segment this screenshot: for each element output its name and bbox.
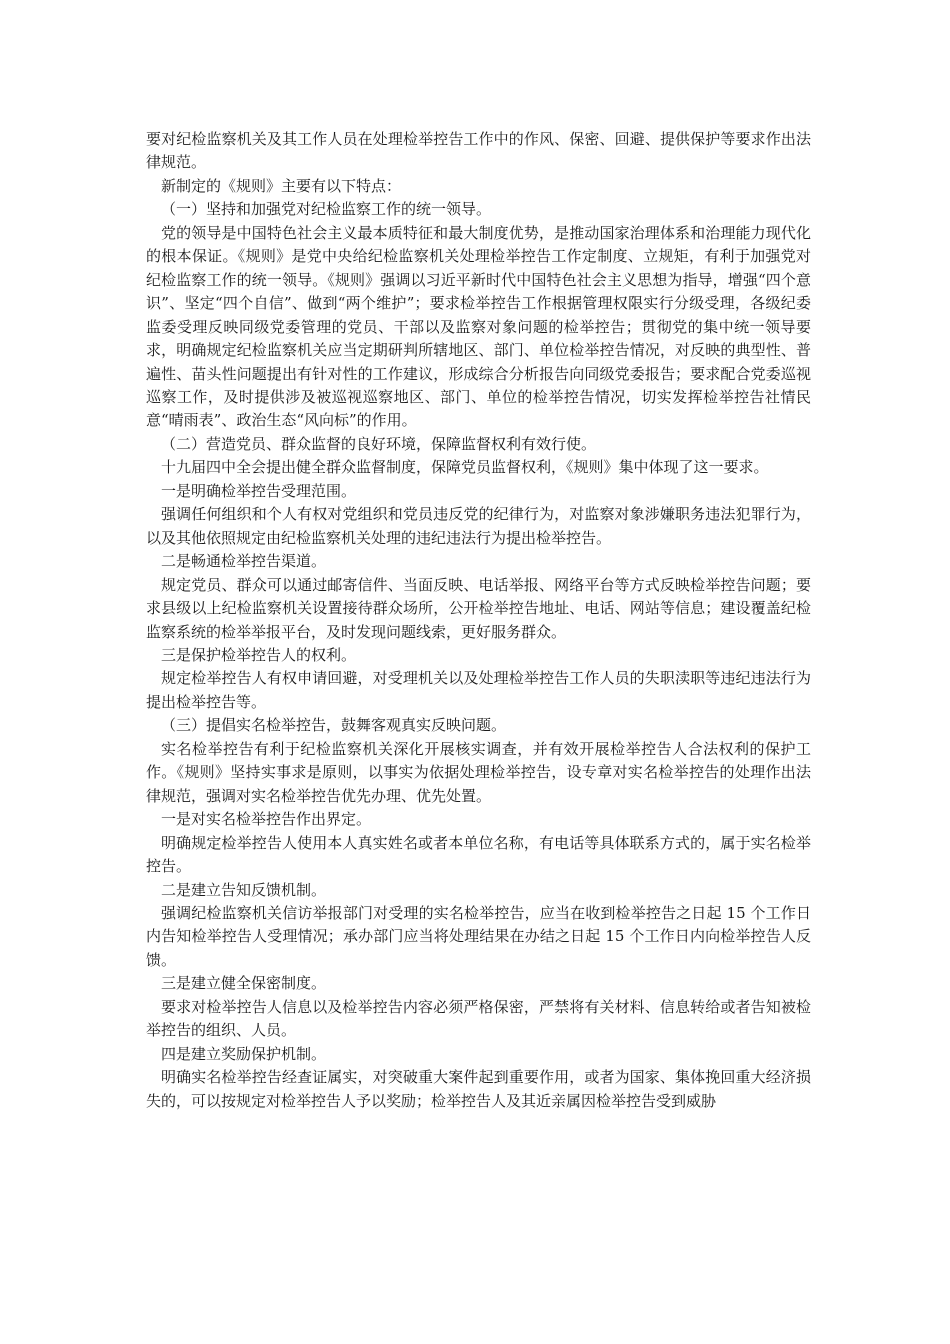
section-heading-1: （一）坚持和加强党对纪检监察工作的统一领导。 bbox=[161, 200, 492, 219]
subheading: 三是建立健全保密制度。 bbox=[161, 974, 327, 993]
paragraph: 明确实名检举控告经查证属实，对突破重大案件起到重要作用，或者为国家、集体挽回重大经济损失的，可以按规定对检举控告人予以奖励；检举控告人及其近亲属因检举控告受到威胁 bbox=[146, 1068, 811, 1110]
subheading: 一是明确检举控告受理范围。 bbox=[161, 481, 357, 500]
paragraph-intro-features: 新制定的《规则》主要有以下特点： bbox=[161, 176, 402, 195]
paragraph: 实名检举控告有利于纪检监察机关深化开展核实调查，并有效开展检举控告人合法权利的保护工作。《规则》坚持实事求是原则，以事实为依据处理检举控告，设专章对实名检举控告的处理作出法律规范，强调对实名检举控告优先办理、优先处置。 bbox=[146, 739, 811, 805]
paragraph: 规定党员、群众可以通过邮寄信件、当面反映、电话举报、网络平台等方式反映检举控告问题；要求县级以上纪检监察机关设置接待群众场所，公开检举控告地址、电话、网站等信息；建设覆盖纪检监察系统的检举举报平台，及时发现问题线索，更好服务群众。 bbox=[146, 575, 811, 641]
paragraph-continuation: 要对纪检监察机关及其工作人员在处理检举控告工作中的作风、保密、回避、提供保护等要求作出法律规范。 bbox=[146, 130, 811, 172]
paragraph: 强调任何组织和个人有权对党组织和党员违反党的纪律行为，对监察对象涉嫌职务违法犯罪行为，以及其他依照规定由纪检监察机关处理的违纪违法行为提出检举控告。 bbox=[146, 505, 811, 547]
subheading: 二是畅通检举控告渠道。 bbox=[161, 552, 327, 571]
subheading: 一是对实名检举控告作出界定。 bbox=[161, 810, 372, 829]
section-heading-3: （三）提倡实名检举控告，鼓舞客观真实反映问题。 bbox=[161, 716, 507, 735]
subheading: 三是保护检举控告人的权利。 bbox=[161, 645, 357, 664]
subheading: 二是建立告知反馈机制。 bbox=[161, 880, 327, 899]
paragraph: 强调纪检监察机关信访举报部门对受理的实名检举控告，应当在收到检举控告之日起 15 个工作日内告知检举控告人受理情况；承办部门应当将处理结果在办结之日起 15 个工作日内向检举控告人反馈。 bbox=[146, 903, 811, 969]
paragraph: 明确规定检举控告人使用本人真实姓名或者本单位名称，有电话等具体联系方式的，属于实名检举控告。 bbox=[146, 833, 811, 876]
document-body bbox=[146, 128, 811, 1113]
subheading: 四是建立奖励保护机制。 bbox=[161, 1044, 327, 1063]
paragraph: 党的领导是中国特色社会主义最本质特征和最大制度优势，是推动国家治理体系和治理能力现代化的根本保证。《规则》是党中央给纪检监察机关处理检举控告工作定制度、立规矩，有利于加强党对纪检监察工作的统一领导。《规则》强调以习近平新时代中国特色社会主义思想为指导，增强“四个意识”、坚定“四个自信”、做到“两个维护”；要求检举控告工作根据管理权限实行分级受理，各级纪委监委受理反映同级党委管理的党员、干部以及监察对象问题的检举控告；贯彻党的集中统一领导要求，明确规定纪检监察机关应当定期研判所辖地区、部门、单位检举控告情况，对反映的典型性、普遍性、苗头性问题提出有针对性的工作建议，形成综合分析报告向同级党委报告；要求配合党委巡视巡察工作，及时提供涉及被巡视巡察地区、部门、单位的检举控告情况，切实发挥检举控告社情民意“晴雨表”、政治生态“风向标”的作用。 bbox=[146, 223, 811, 430]
paragraph: 规定检举控告人有权申请回避，对受理机关以及处理检举控告工作人员的失职渎职等违纪违法行为提出检举控告等。 bbox=[146, 669, 811, 711]
section-heading-2: （二）营造党员、群众监督的良好环境，保障监督权利有效行使。 bbox=[161, 434, 597, 453]
paragraph: 十九届四中全会提出健全群众监督制度，保障党员监督权利，《规则》集中体现了这一要求。 bbox=[161, 458, 769, 477]
paragraph: 要求对检举控告人信息以及检举控告内容必须严格保密，严禁将有关材料、信息转给或者告知被检举控告的组织、人员。 bbox=[146, 997, 811, 1040]
